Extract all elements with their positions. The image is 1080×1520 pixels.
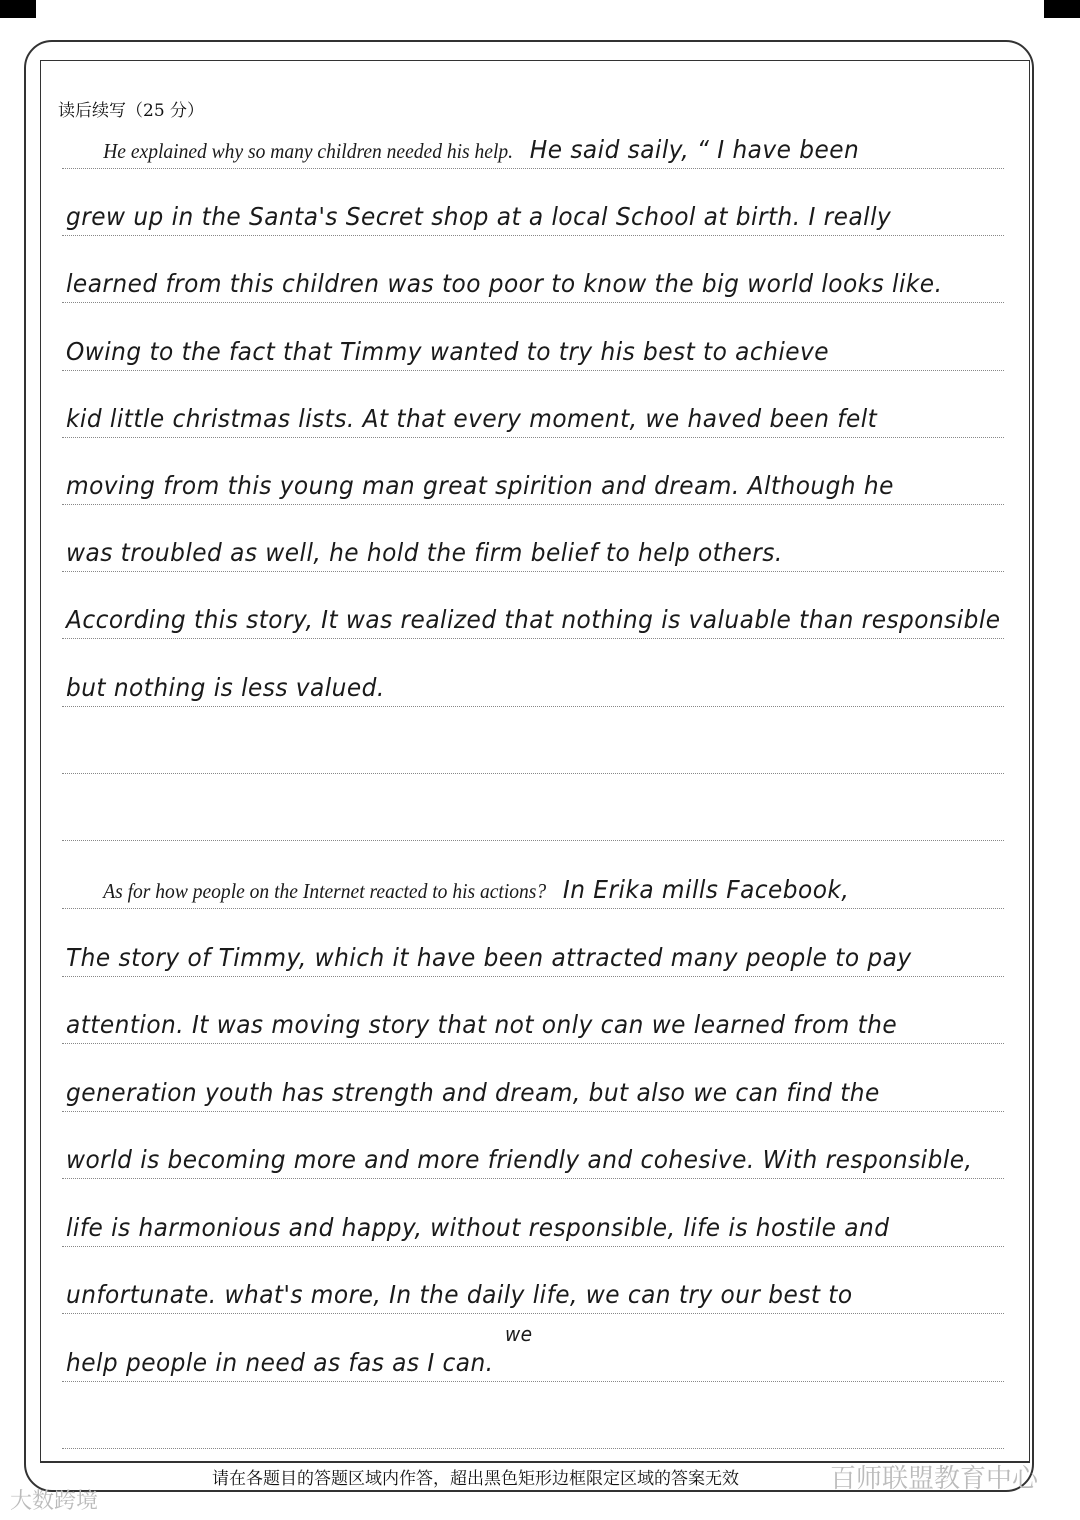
ruled-line — [62, 1247, 1004, 1314]
handwriting-text: kid little christmas lists. At that every moment, we haved been felt — [66, 403, 878, 433]
handwriting-text: grew up in the Santa's Secret shop at a local School at birth. I really — [66, 202, 892, 232]
handwritten-line — [66, 202, 891, 231]
handwritten-line — [66, 471, 894, 500]
ruled-line — [62, 1045, 1004, 1112]
handwritten-line — [66, 673, 385, 702]
ruled-line — [62, 707, 1004, 774]
handwritten-line — [66, 1145, 972, 1174]
section-title: 读后续写（25 分） — [58, 101, 205, 121]
handwritten-line — [66, 1280, 853, 1309]
correction-insert: we — [504, 1321, 533, 1346]
handwritten-line — [66, 404, 877, 433]
continuation-prompt: He explained why so many children needed his help. — [103, 139, 514, 163]
handwriting-text: Owing to the fact that Timmy wanted to try his best to achieve — [66, 336, 830, 366]
ruled-line — [62, 1112, 1004, 1179]
ruled-line — [62, 1382, 1004, 1449]
handwritten-line — [66, 1078, 880, 1107]
handwritten-line — [66, 538, 783, 567]
ruled-line — [62, 304, 1004, 371]
handwriting-text: learned from this children was too poor to know the big world looks like. — [66, 269, 943, 299]
handwriting-text: but nothing is less valued. — [66, 672, 385, 702]
handwriting-text: life is harmonious and happy, without responsible, life is hostile and — [66, 1212, 890, 1242]
ruled-line — [62, 236, 1004, 303]
watermark-left: 大数跨境 — [10, 1489, 99, 1514]
handwriting-text: According this story, It was realized that nothing is valuable than responsible — [66, 605, 1001, 635]
ruled-line — [62, 910, 1004, 977]
ruled-line — [62, 371, 1004, 438]
handwriting-text: was troubled as well, he hold the firm belief to help others. — [66, 538, 783, 568]
handwriting-text: The story of Timmy, which it have been attracted many people to pay — [66, 942, 912, 972]
handwriting-text: generation youth has strength and dream, but also we can find the — [66, 1077, 880, 1107]
ruled-line — [62, 572, 1004, 639]
ruled-line — [62, 640, 1004, 707]
handwritten-line — [66, 1213, 889, 1242]
continuation-prompt: As for how people on the Internet reacted to his actions? — [103, 879, 547, 903]
handwritten-line — [66, 1321, 533, 1377]
handwritten-line — [66, 1010, 897, 1039]
handwritten-line — [66, 943, 912, 972]
ruled-line — [62, 102, 1004, 169]
ruled-line — [62, 1315, 1004, 1382]
handwritten-line — [66, 269, 942, 298]
ruled-line — [62, 1180, 1004, 1247]
registration-mark-left — [0, 0, 36, 18]
handwriting-text: world is becoming more and more friendly and cohesive. With responsible, — [66, 1145, 973, 1174]
handwritten-line — [66, 135, 859, 164]
handwriting-text: help people in need as fas as I can. — [66, 1347, 494, 1377]
handwriting-text: He said saily, “ I have been — [529, 135, 860, 164]
ruled-line — [62, 774, 1004, 841]
handwriting-text: attention. It was moving story that not only can we learned from the — [66, 1010, 898, 1039]
handwritten-line — [66, 875, 849, 904]
ruled-line — [62, 169, 1004, 236]
ruled-line — [62, 438, 1004, 505]
handwriting-text: moving from this young man great spirition and dream. Although he — [66, 471, 894, 500]
handwritten-line — [66, 605, 1001, 634]
ruled-line — [62, 842, 1004, 909]
handwriting-text: unfortunate. what's more, In the daily life, we can try our best to — [66, 1280, 853, 1309]
handwritten-line — [66, 337, 829, 366]
footer-instruction: 请在各题目的答题区域内作答，超出黑色矩形边框限定区域的答案无效 — [212, 1469, 739, 1489]
ruled-line — [62, 505, 1004, 572]
handwriting-text: In Erika mills Facebook, — [562, 875, 850, 904]
watermark-right: 百师联盟教育中心 — [830, 1464, 1039, 1494]
ruled-line — [62, 977, 1004, 1044]
registration-mark-right — [1044, 0, 1080, 18]
